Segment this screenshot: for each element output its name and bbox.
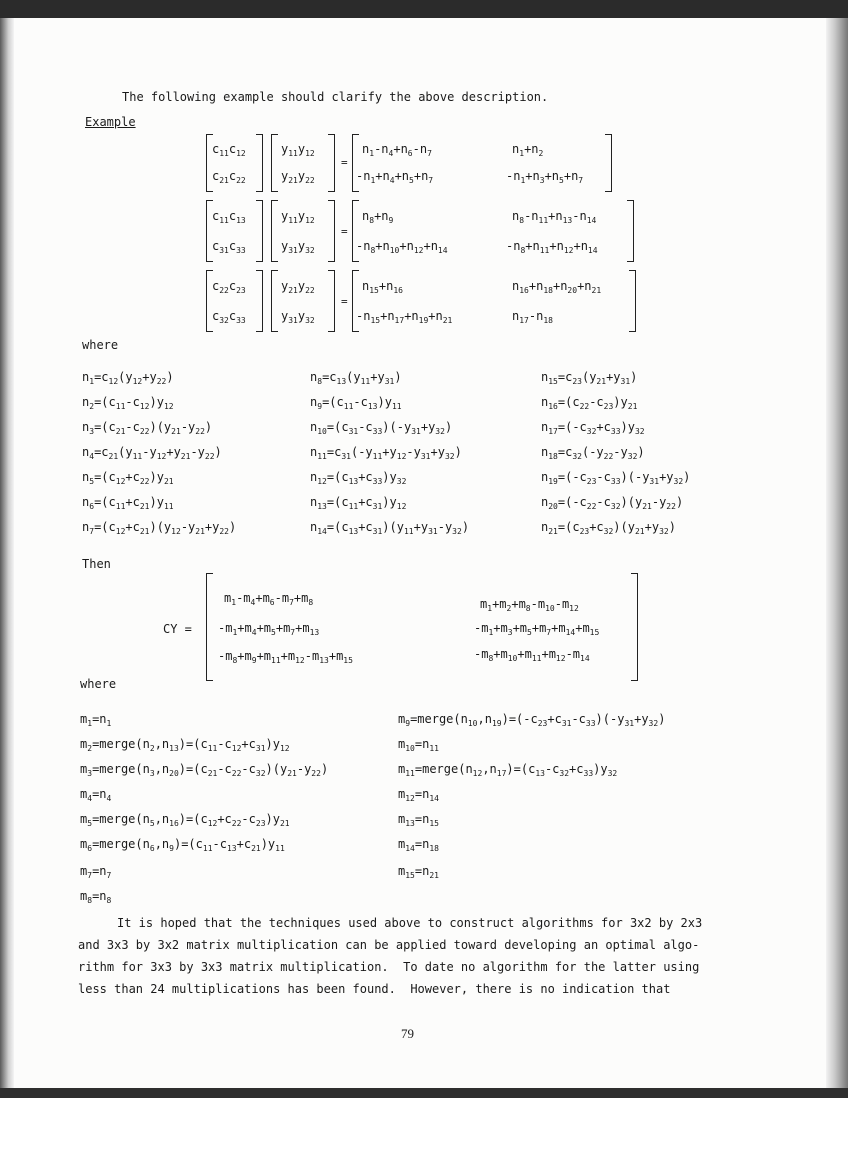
example-label: Example — [85, 115, 136, 129]
n-matrix-3: $n_{15}+n_{16}$ $-n_{15}+n_{17}+n_{19}+n_{21}$ $n_{16}+n_{18}+n_{20}+n_{21}$ $n_{17}-n_{18}$ — [352, 270, 636, 332]
n-matrix-1: $n_1-n_4+n_6-n_7$ $-n_1+n_4+n_5+n_7$ $n_1+n_2$ $-n_1+n_3+n_5+n_7$ — [352, 134, 612, 192]
c-matrix-2: $c_{11}c_{13}$ $c_{31}c_{33}$ — [206, 200, 263, 262]
c-matrix-1: $c_{11}c_{12}$ $c_{21}c_{22}$ — [206, 134, 263, 192]
cy-label: CY = — [163, 622, 192, 636]
then-label: Then — [82, 557, 111, 571]
page-number: 79 — [401, 1026, 414, 1041]
paragraph-line: It is hoped that the techniques used above to construct algorithms for 3x2 by 2x3 — [117, 916, 703, 930]
where-label-2: where — [80, 677, 117, 691]
n-matrix-2: $n_8+n_9$ $-n_8+n_{10}+n_{12}+n_{14}$ $n_8-n_{11}+n_{13}-n_{14}$ $-n_8+n_{11}+n_{12}+n_{14}$ — [352, 200, 634, 262]
scan-border-right — [826, 18, 848, 1093]
where-label-1: where — [82, 338, 119, 352]
scan-border-top — [0, 0, 848, 18]
paragraph-line: rithm for 3x3 by 3x3 matrix multiplication. To date no algorithm for the latter using — [78, 960, 700, 974]
paragraph-line: less than 24 multiplications has been found. However, there is no indication that — [78, 982, 671, 996]
scan-border-bottom — [0, 1088, 848, 1098]
y-matrix-3: $y_{21}y_{22}$ $y_{31}y_{32}$ — [271, 270, 335, 332]
c-matrix-3: $c_{22}c_{23}$ $c_{32}c_{33}$ — [206, 270, 263, 332]
cy-matrix: $m_1-m_4+m_6-m_7+m_8$ $-m_1+m_4+m_5+m_7+m_{13}$ $-m_8+m_9+m_{11}+m_{12}-m_{13}+m_{15}$ $m_1+m_2+m_8-m_{10}-m_{12}$ $-m_1+m_3+m_5+m_7+m_{14}+m_{15}$ $-m_8+m_{10}+m_{11}+m_{12}-m_{14}$ — [206, 573, 638, 681]
scan-border-left — [0, 18, 14, 1093]
y-matrix-2: $y_{11}y_{12}$ $y_{31}y_{32}$ — [271, 200, 335, 262]
paragraph-line: and 3x3 by 3x2 matrix multiplication can be applied toward developing an optimal algo- — [78, 938, 700, 952]
y-matrix-1: $y_{11}y_{12}$ $y_{21}y_{22}$ — [271, 134, 335, 192]
intro-sentence: The following example should clarify the above description. — [122, 90, 549, 104]
